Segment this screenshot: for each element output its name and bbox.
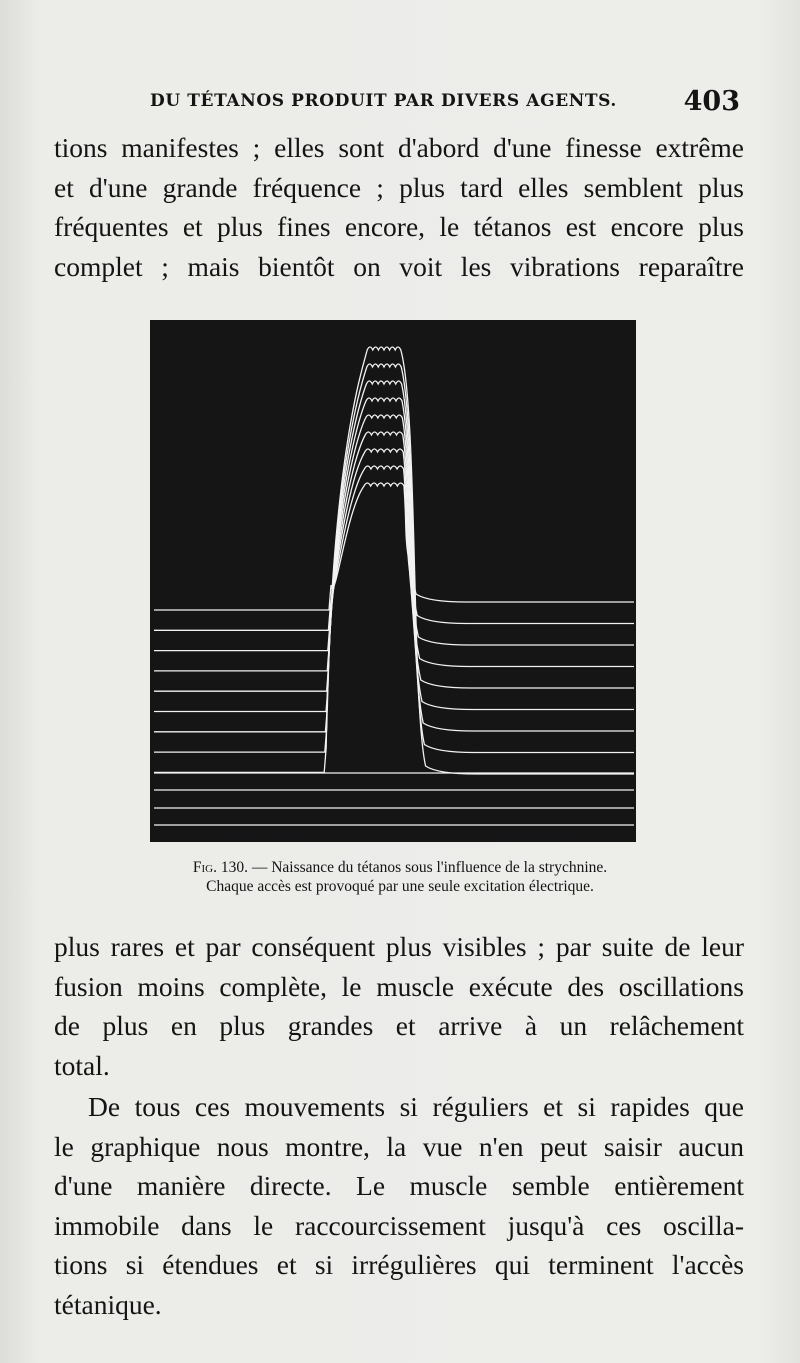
figure-label: Fig. 130.: [192, 859, 248, 876]
tracing-curve: [154, 449, 634, 651]
running-head: [150, 86, 740, 118]
text-line: et d'une grande fréquence ; plus tard elles semblent plus: [54, 171, 744, 203]
myograph-tracing-image: [150, 320, 636, 842]
figure-caption: [130, 858, 670, 896]
text-line: De tous ces mouvements si réguliers et si rapides que: [88, 1091, 744, 1122]
text-line: tions manifestes ; elles sont d'abord d'une finesse extrême: [54, 132, 744, 163]
text-line: fusion moins complète, le muscle exécute des oscillations: [54, 970, 744, 1002]
figure-tracing: [150, 320, 636, 842]
running-head-title: DU TÉTANOS PRODUIT PAR DIVERS AGENTS.: [150, 91, 617, 111]
caption-line-1: [130, 858, 670, 877]
text-line: tions si étendues et si irrégulières qui terminent l'accès: [54, 1249, 744, 1280]
tracing-curve: [154, 364, 634, 753]
text-line: d'une manière directe. Le muscle semble entièrement: [54, 1170, 744, 1201]
page-number: 403: [683, 86, 740, 117]
text-line: plus rares et par conséquent plus visibles ; par suite de leur: [54, 931, 744, 962]
text-line: total.: [54, 1049, 110, 1081]
text-line: tétanique.: [54, 1288, 162, 1320]
tracing-curve: [154, 381, 634, 732]
tracing-curve: [154, 483, 634, 610]
caption-text-1: — Naissance du tétanos sous l'influence de la strychnine.: [251, 859, 608, 876]
text-line: fréquentes et plus fines encore, le tétanos est encore plus: [54, 211, 744, 242]
tracing-curve: [154, 432, 634, 671]
paragraph-1: [54, 128, 744, 286]
paragraph-3: [54, 1087, 744, 1324]
tracing-curve: [154, 415, 634, 691]
tracing-curve: [154, 398, 634, 712]
text-line: le graphique nous montre, la vue n'en peut saisir aucun: [54, 1130, 744, 1162]
tracing-curve: [154, 466, 634, 630]
paragraph-2: [54, 927, 744, 1085]
text-line: de plus en plus grandes et arrive à un relâchement: [54, 1010, 744, 1041]
text-line: immobile dans le raccourcissement jusqu'à ces oscilla-: [54, 1209, 744, 1241]
text-line: complet ; mais bientôt on voit les vibrations reparaître: [54, 250, 744, 282]
caption-text-2: Chaque accès est provoqué par une seule excitation électrique.: [206, 878, 594, 895]
